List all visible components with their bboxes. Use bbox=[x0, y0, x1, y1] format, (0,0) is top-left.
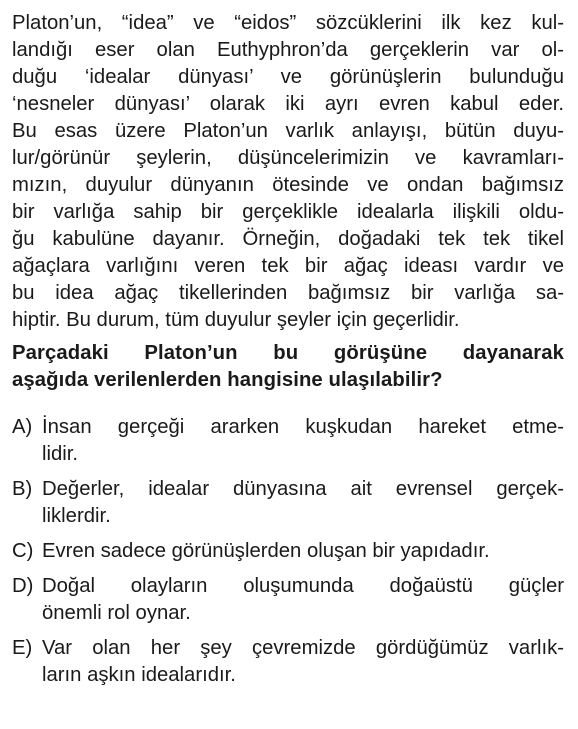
passage-line: ‘nesneler dünyası’ olarak iki ayrı evren kabul eder. bbox=[12, 93, 564, 115]
passage-line: lur/görünür şeylerin, düşüncelerimizin ve kavramları- bbox=[12, 147, 564, 169]
passage-line: ğu kabulüne dayanır. Örneğin, doğadaki tek tek tikel bbox=[12, 228, 564, 250]
question-stem bbox=[12, 340, 564, 394]
option-line: önemli rol oynar. bbox=[42, 602, 191, 624]
passage-line: mızın, duyulur dünyanın ötesinde ve ondan bağımsız bbox=[12, 174, 564, 196]
option-line: lidir. bbox=[42, 443, 79, 465]
option-letter: B) bbox=[12, 478, 33, 500]
option-e[interactable] bbox=[12, 635, 564, 689]
option-b[interactable] bbox=[12, 476, 564, 530]
passage-line: bir varlığa sahip bir gerçeklikle idealarla ilişkili oldu- bbox=[12, 201, 564, 223]
option-letter: C) bbox=[12, 540, 34, 562]
question-page bbox=[12, 10, 564, 697]
option-d[interactable] bbox=[12, 573, 564, 627]
option-letter: A) bbox=[12, 416, 33, 438]
option-text bbox=[42, 538, 564, 565]
passage-line: hiptir. Bu durum, tüm duyulur şeyler için geçerlidir. bbox=[12, 309, 460, 331]
option-line: Değerler, idealar dünyasına ait evrensel gerçek- bbox=[42, 478, 564, 500]
passage-line: landığı eser olan Euthyphron’da gerçeklerin var ol- bbox=[12, 39, 564, 61]
question-line: aşağıda verilenlerden hangisine ulaşılabilir? bbox=[12, 369, 443, 391]
answer-options bbox=[12, 414, 564, 689]
option-letter: E) bbox=[12, 637, 33, 659]
option-c[interactable] bbox=[12, 538, 564, 565]
passage-line: bu idea ağaç tikellerinden bağımsız bir varlığa sa- bbox=[12, 282, 564, 304]
option-line: Evren sadece görünüşlerden oluşan bir yapıdadır. bbox=[42, 540, 490, 562]
option-text bbox=[42, 476, 564, 530]
option-text bbox=[42, 414, 564, 468]
passage-text bbox=[12, 10, 564, 334]
option-letter: D) bbox=[12, 575, 34, 597]
option-text bbox=[42, 573, 564, 627]
option-line: liklerdir. bbox=[42, 505, 111, 527]
passage-line: duğu ‘idealar dünyası’ ve görünüşlerin bulunduğu bbox=[12, 66, 564, 88]
option-line: ların aşkın idealarıdır. bbox=[42, 664, 236, 686]
option-a[interactable] bbox=[12, 414, 564, 468]
passage-line: ağaçlara varlığını veren tek bir ağaç ideası vardır ve bbox=[12, 255, 564, 277]
passage-line: Bu esas üzere Platon’un varlık anlayışı, bütün duyu- bbox=[12, 120, 564, 142]
option-line: Var olan her şey çevremizde gördüğümüz varlık- bbox=[42, 637, 564, 659]
passage-line: Platon’un, “idea” ve “eidos” sözcüklerini ilk kez kul- bbox=[12, 12, 564, 34]
question-line: Parçadaki Platon’un bu görüşüne dayanarak bbox=[12, 342, 564, 364]
option-text bbox=[42, 635, 564, 689]
option-line: İnsan gerçeği ararken kuşkudan hareket etme- bbox=[42, 416, 564, 438]
option-line: Doğal olayların oluşumunda doğaüstü güçler bbox=[42, 575, 564, 597]
